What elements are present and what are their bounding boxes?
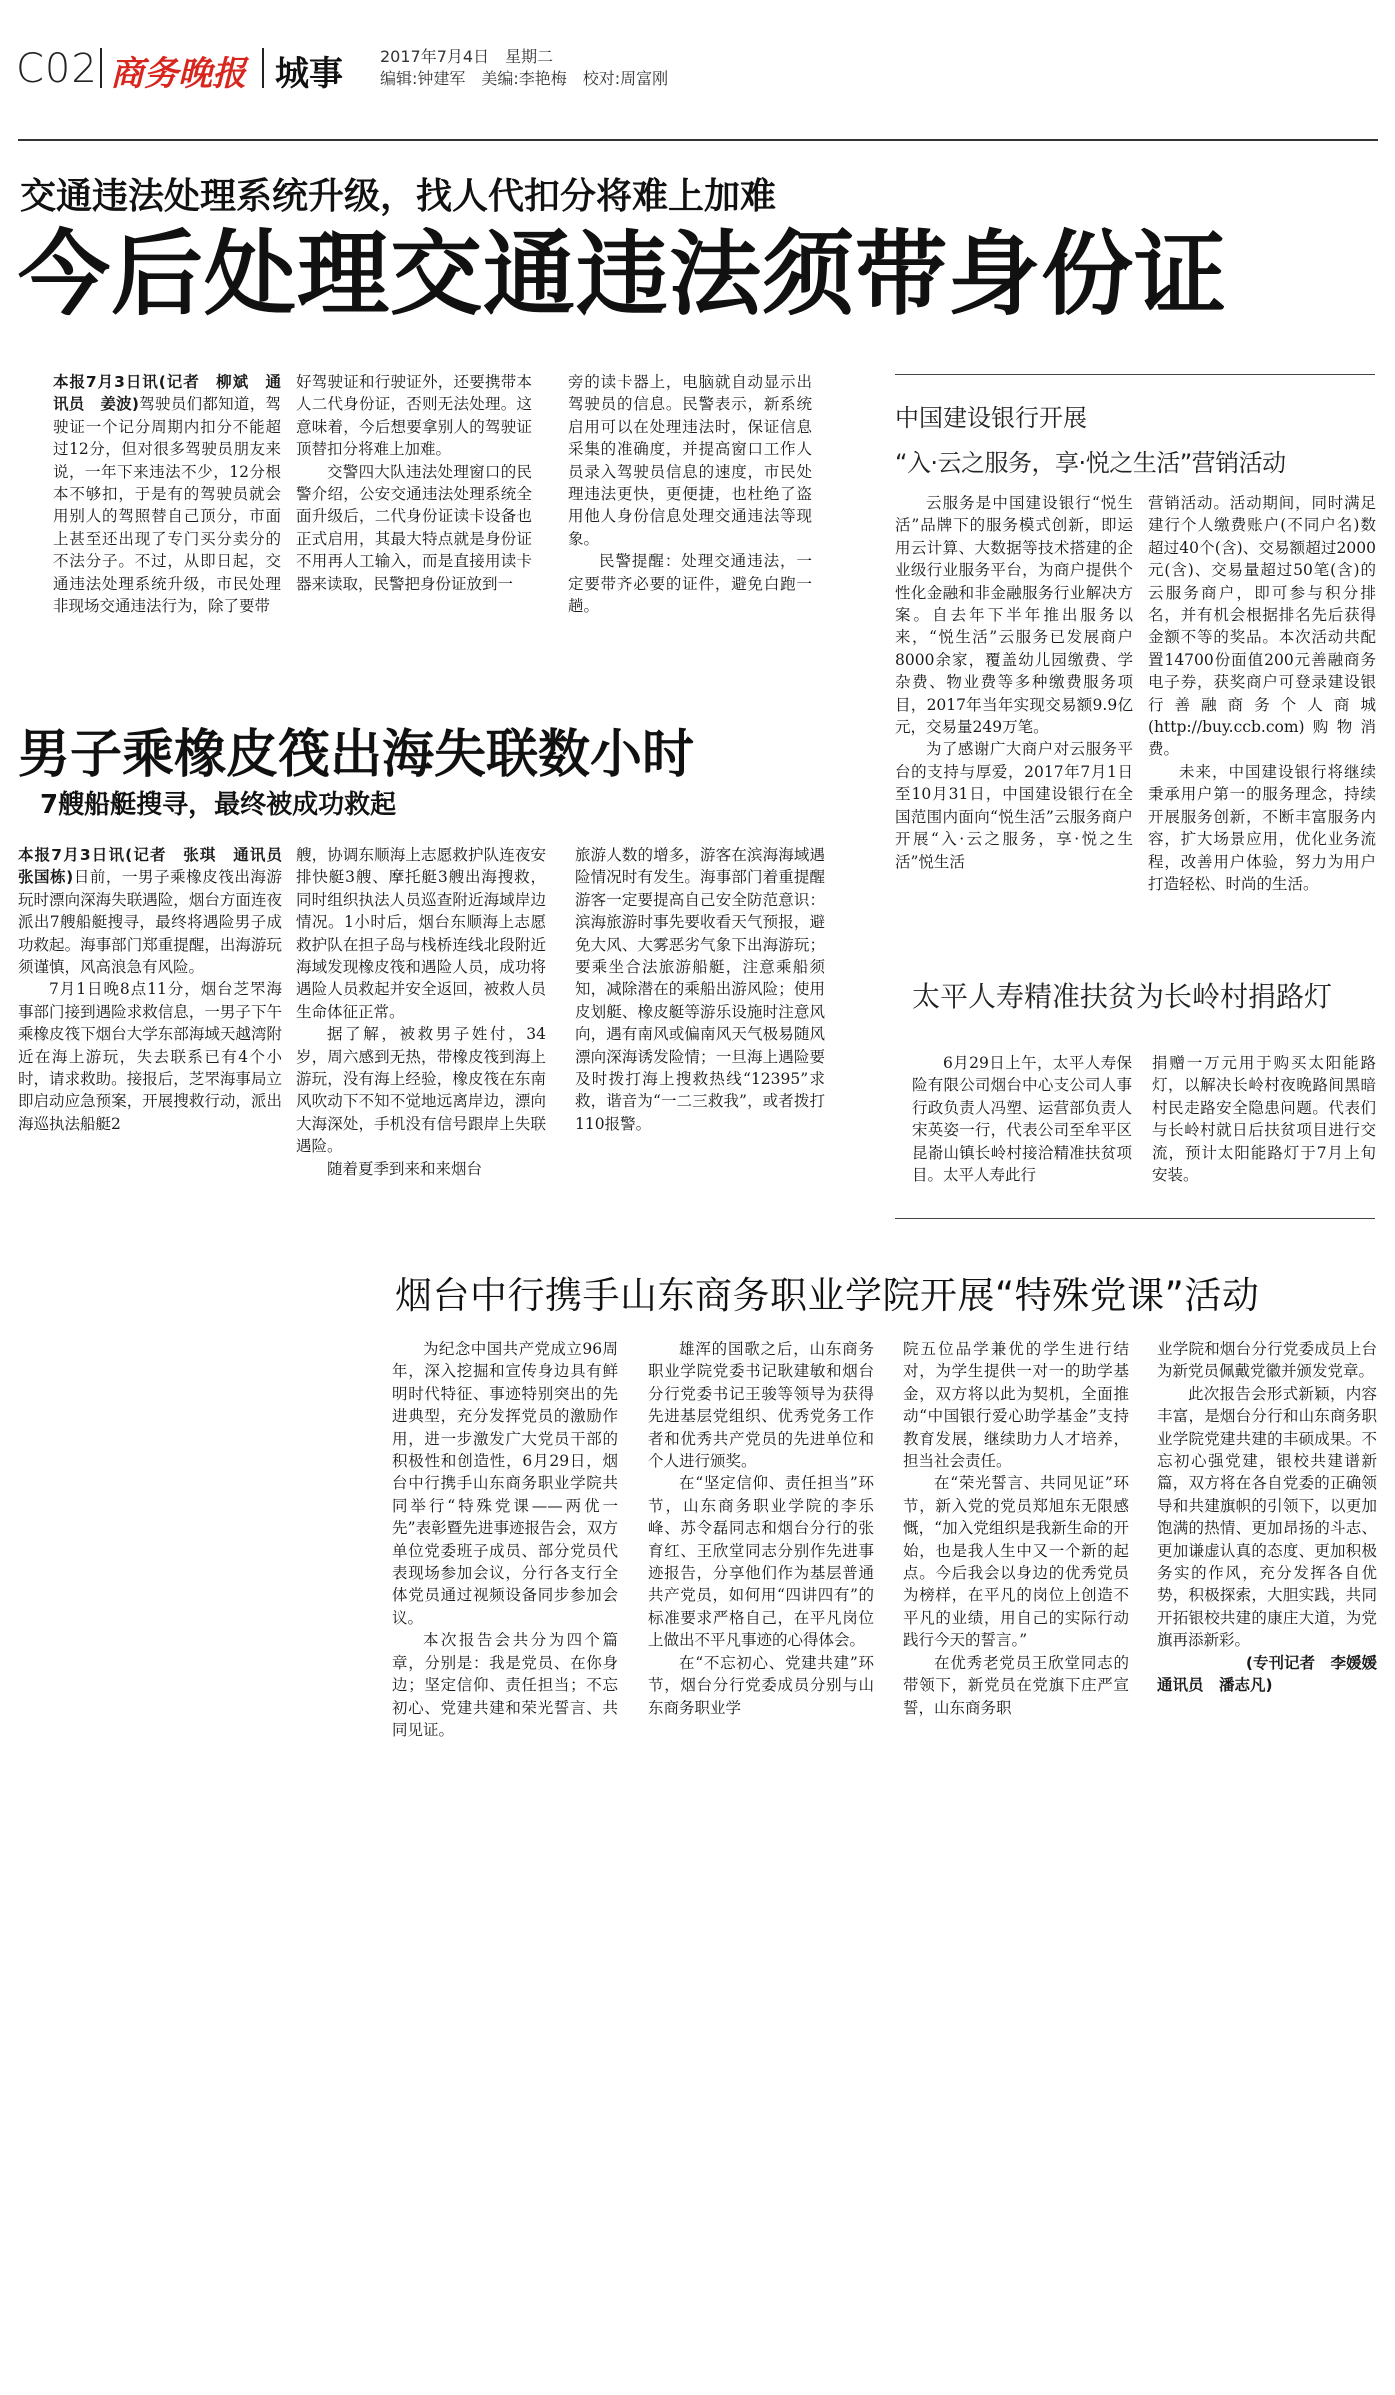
section-title: 城事: [275, 54, 343, 94]
article2-byline: 本报7月3日讯(记者 张琪 通讯员 张国栋): [18, 846, 298, 887]
article5-column-1: 为纪念中国共产党成立96周年，深入挖掘和宣传身边具有鲜明时代特征、事迹特别突出的先进典型，充分发挥党员的激励作用，进一步激发广大党员干部的积极性和创造性，6月29日，烟台中行携手山东商务职业学院共同举行“特殊党课——两优一先”表彰暨先进事迹报告会，双方单位党委班子成员、部分党员代表现场参加会议，分行各支行全体党员通过视频设备同步参加会议。 本次报告会共分为四个篇章，分别是：我是党员、在你身边；坚定信仰、责任担当；不忘初心、党建共建和荣光誓言、共同见证。: [392, 1340, 618, 1739]
newspaper-logo: 商务晚报: [110, 54, 246, 94]
article1-column-3: 旁的读卡器上，电脑就自动显示出驾驶员的信息。民警表示，新系统启用可以在处理违法时，保证信息采集的准确度，并提高窗口工作人员录入驾驶员信息的速度，市民处理违法更快，更便捷，也杜绝了盗用他人身份信息处理交通违法等现象。 民警提醒：处理交通违法，一定要带齐必要的证件，避免白跑一趟。: [568, 373, 812, 616]
issue-weekday: 星期二: [505, 47, 554, 66]
article4-headline: 太平人寿精准扶贫为长岭村捐路灯: [912, 980, 1333, 1013]
article2-column-2: 艘，协调东顺海上志愿救护队连夜安排快艇3艘、摩托艇3艘出海搜救，同时组织执法人员巡查附近海域岸边情况。1小时后，烟台东顺海上志愿救护队在担子岛与栈桥连线北段附近海域发现橡皮筏和遇险人员，成功将遇险人员救起并安全返回，被救人员生命体征正常。 据了解，被救男子姓付，34岁，周六感到无热，带橡皮筏到海上游玩，没有海上经验，橡皮筏在东南风吹动下不知不觉地远离岸边，漂向大海深处，手机没有信号跟岸上失联遇险。 随着夏季到来和来烟台: [296, 846, 546, 1178]
article1-headline: 今后处理交通违法须带身份证: [18, 221, 1228, 328]
article1-kicker: 交通违法处理系统升级，找人代扣分将难上加难: [20, 176, 777, 217]
article5-column-3: 院五位品学兼优的学生进行结对，为学生提供一对一的助学基金，双方将以此为契机，全面推动“中国银行爱心助学基金”支持教育发展，继续助力人才培养，担当社会责任。 在“荣光誓言、共同见证”环节，新入党的党员郑旭东无限感慨，“加入党组织是我新生命的开始，也是我人生中又一个新的起点。今后我会以身边的优秀党员为榜样，在平凡的岗位上创造不平凡的业绩，用自己的实际行动践行今天的誓言。” 在优秀老党员王欣堂同志的带领下，新党员在党旗下庄严宣誓，山东商务职: [903, 1340, 1129, 1717]
article2-headline: 男子乘橡皮筏出海失联数小时: [18, 725, 695, 785]
article4-column-1: 6月29日上午，太平人寿保险有限公司烟台中心支公司人事行政负责人冯塑、运营部负责人宋英姿一行，代表公司至牟平区昆嵛山镇长岭村接洽精准扶贫项目。太平人寿此行: [912, 1054, 1132, 1185]
article2-column-1: 本报7月3日讯(记者 张琪 通讯员 张国栋)日前，一男子乘橡皮筏出海游玩时漂向深海失联遇险，烟台方面连夜派出7艘船艇搜寻，最终将遇险男子成功救起。海事部门郑重提醒，出海游玩须谨慎，风高浪急有风险。 7月1日晚8点11分，烟台芝罘海事部门接到遇险求救信息，一男子下午乘橡皮筏下烟台大学东部海域天越湾附近在海上游玩，失去联系已有4个小时，请求救助。接报后，芝罘海事局立即启动应急预案，开展搜救行动，派出海巡执法船艇2: [18, 846, 298, 1133]
article1-column-1: 本报7月3日讯(记者 柳斌 通讯员 姜波)驾驶员们都知道，驾驶证一个记分周期内扣分不能超过12分，但对很多驾驶员朋友来说，一年下来违法不少，12分根本不够扣，于是有的驾驶员就会用别人的驾照替自己顶分，市面上甚至还出现了专门买分卖分的不法分子。不过，从即日起，交通违法处理系统升级，市民处理非现场交通违法行为，除了要带: [53, 373, 281, 616]
article5-headline: 烟台中行携手山东商务职业学院开展“特殊党课”活动: [395, 1274, 1260, 1317]
article3-column-2: 营销活动。活动期间，同时满足建行个人缴费账户(不同户名)数超过40个(含)、交易额超过2000元(含)、交易量超过50笔(含)的云服务商户，即可参与积分排名，并有机会根据排名先后获得金额不等的奖品。本次活动共配置14700份面值200元善融商务电子券，获奖商户可登录建设银行善融商务个人商城(http://buy.ccb.com)购物消费。 未来，中国建设银行将继续秉承用户第一的服务理念，持续开展服务创新，不断丰富服务内容，扩大场景应用，优化业务流程，改善用户体验，努力为用户打造轻松、时尚的生活。: [1148, 494, 1376, 893]
article1-byline: 本报7月3日讯(记者 柳斌 通讯员 姜波): [53, 373, 281, 414]
article2-subhead: 7艘船艇搜寻，最终被成功救起: [40, 790, 397, 820]
article2-column-3: 旅游人数的增多，游客在滨海海域遇险情况时有发生。海事部门着重提醒游客一定要提高自己安全防范意识：滨海旅游时事先要收看天气预报，避免大风、大雾恶劣气象下出海游玩；要乘坐合法旅游船艇，注意乘船须知，减除潜在的乘船出游风险；使用皮划艇、橡皮艇等游乐设施时注意风向，遇有南风或偏南风天气极易随风漂向深海诱发险情；一旦海上遇险要及时拨打海上搜救热线“12395”求救，谐音为“一二三救我”，或者拨打110报警。: [575, 846, 825, 1133]
article4-column-2: 捐赠一万元用于购买太阳能路灯，以解决长岭村夜晚路间黑暗村民走路安全隐患问题。代表们与长岭村就日后扶贫项目进行交流，预计太阳能路灯于7月上旬安装。: [1152, 1054, 1376, 1185]
article3-subhead: “入·云之服务，享·悦之生活”营销活动: [895, 449, 1286, 477]
article3-headline: 中国建设银行开展: [895, 404, 1087, 432]
article4-bottom-rule: [895, 1218, 1375, 1219]
editorial-credits: 编辑:钟建军 美编:李艳梅 校对:周富刚: [380, 69, 669, 88]
article5-column-4: 业学院和烟台分行党委成员上台为新党员佩戴党徽并颁发党章。 此次报告会形式新颖，内容丰富，是烟台分行和山东商务职业学院党建共建的丰硕成果。不忘初心强党建，银校共建谱新篇，双方将在各自党委的正确领导和共建旗帜的引领下，以更加饱满的热情、更加昂扬的斗志、更加谦虚认真的态度、更加积极务实的作风，充分发挥各自优势，积极探索，大胆实践，共同开拓银校共建的康庄大道，为党旗再添新彩。 (专刊记者 李媛媛 通讯员 潘志凡): [1157, 1340, 1377, 1695]
article5-column-2: 雄浑的国歌之后，山东商务职业学院党委书记耿建敏和烟台分行党委书记王骏等领导为获得先进基层党组织、优秀党务工作者和优秀共产党员的先进单位和个人进行颁奖。 在“坚定信仰、责任担当”环节，山东商务职业学院的李乐峰、苏令磊同志和烟台分行的张育红、王欣堂同志分别作先进事迹报告，分享他们作为基层普通共产党员，如何用“四讲四有”的标准要求严格自己，在平凡岗位上做出不平凡事迹的心得体会。 在“不忘初心、党建共建”环节，烟台分行党委成员分别与山东商务职业学: [648, 1340, 874, 1717]
article5-byline: (专刊记者 李媛媛: [1245, 1653, 1377, 1672]
masthead-rule: [18, 139, 1378, 141]
article3-column-1: 云服务是中国建设银行“悦生活”品牌下的服务模式创新，即运用云计算、大数据等技术搭建的企业级行业服务平台，为商户提供个性化金融和非金融服务行业解决方案。自去年下半年推出服务以来，“悦生活”云服务已发展商户8000余家，覆盖幼儿园缴费、学杂费、物业费等多种缴费服务项目，2017年当年实现交易额9.9亿元，交易量249万笔。 为了感谢广大商户对云服务平台的支持与厚爱，2017年7月1日至10月31日，中国建设银行在全国范围内面向“悦生活”云服务商户开展“入·云之服务，享·悦之生活”悦生活: [895, 494, 1133, 871]
article3-top-rule: [895, 374, 1375, 375]
article5-byline-2: 通讯员 潘志凡): [1157, 1676, 1273, 1695]
article1-column-2: 好驾驶证和行驶证外，还要携带本人二代身份证，否则无法处理。这意味着，今后想要拿别人的驾驶证顶替扣分将难上加难。 交警四大队违法处理窗口的民警介绍，公安交通违法处理系统全面升级后，二代身份证读卡设备也正式启用，其最大特点就是身份证不用再人工输入，而是直接用读卡器来读取，民警把身份证放到一: [296, 373, 532, 593]
masthead-divider: [100, 48, 102, 88]
masthead-divider: [262, 48, 264, 88]
issue-date: 2017年7月4日 星期二: [380, 47, 554, 66]
page-number: C02: [16, 46, 98, 92]
